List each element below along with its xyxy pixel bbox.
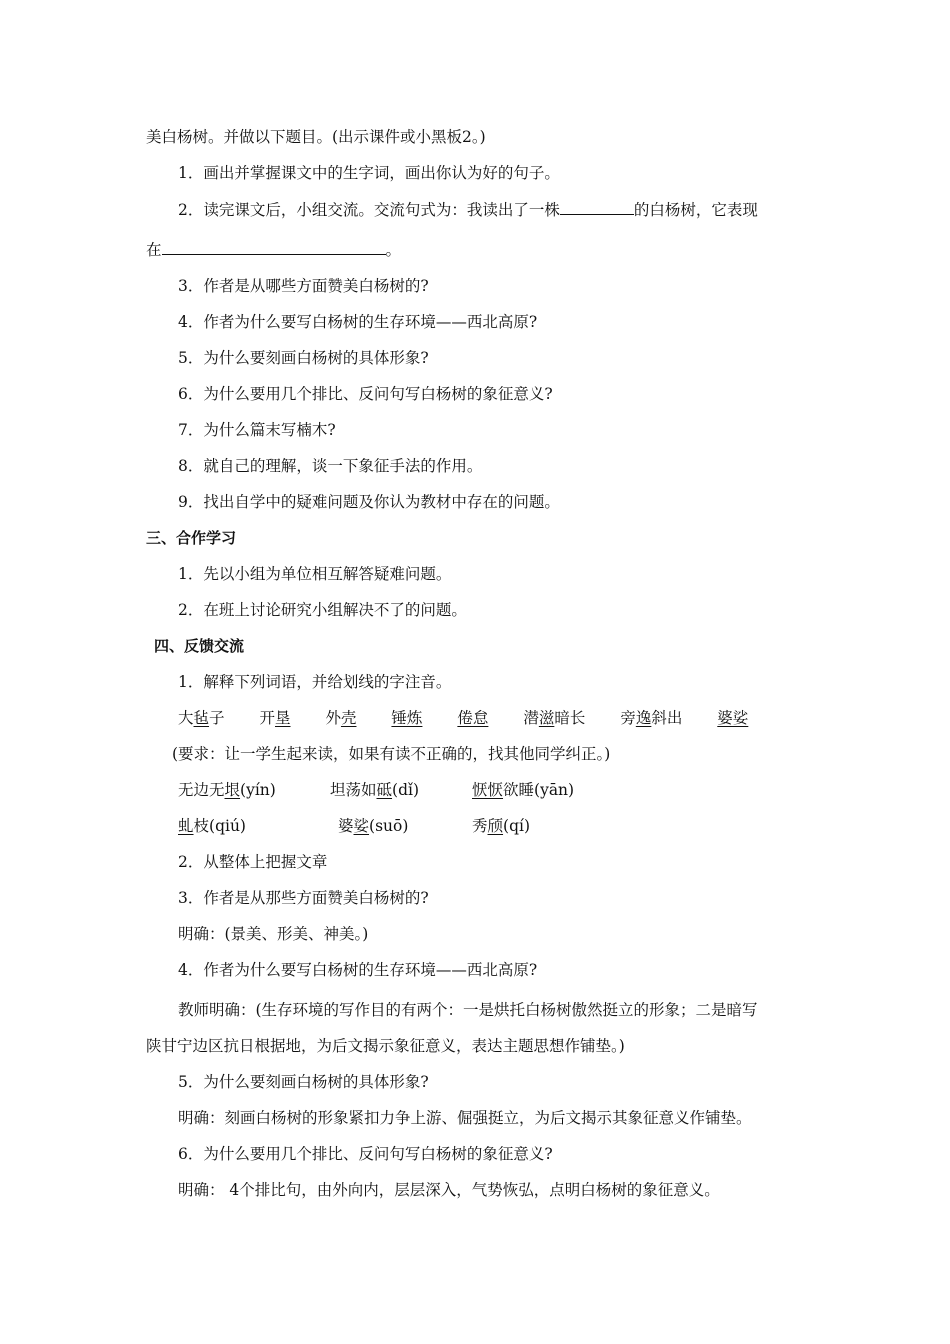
answer-6: 明确： 4个排比句，由外向内，层层深入，气势恢弘，点明白杨树的象征意义。 <box>178 1181 720 1199</box>
question-5: 5．为什么要刻画白杨树的具体形象? <box>178 349 429 367</box>
question-1: 1．画出并掌握课文中的生字词，画出你认为好的句子。 <box>178 164 560 182</box>
question-2-line2 <box>146 240 401 260</box>
question-4: 4．作者为什么要写白杨树的生存环境——西北高原? <box>178 313 538 331</box>
fill-blank-long <box>162 240 386 255</box>
pinyin-word: 秀颀(qí) <box>472 817 531 835</box>
vocab-word: 旁逸斜出 <box>620 709 683 727</box>
vocab-list <box>178 708 778 728</box>
vocab-word: 外壳 <box>325 709 357 727</box>
question-6: 6．为什么要用几个排比、反问句写白杨树的象征意义? <box>178 385 553 403</box>
fill-blank <box>560 200 634 215</box>
section-heading-3: 三、合作学习 <box>146 529 237 547</box>
feedback-item-2: 2．从整体上把握文章 <box>178 853 328 871</box>
section-heading-4: 四、反馈交流 <box>154 637 245 655</box>
feedback-item-5: 5．为什么要刻画白杨树的具体形象? <box>178 1073 429 1091</box>
coop-item-2: 2．在班上讨论研究小组解决不了的问题。 <box>178 601 467 619</box>
answer-4: 教师明确：(生存环境的写作目的有两个：一是烘托白杨树傲然挺立的形象；二是暗写 <box>178 1001 758 1019</box>
question-2 <box>178 200 758 220</box>
pinyin-word: 坦荡如砥(dǐ) <box>330 781 420 799</box>
coop-item-1: 1．先以小组为单位相互解答疑难问题。 <box>178 565 452 583</box>
question-2-end: 。 <box>385 241 402 259</box>
vocab-word: 婆娑 <box>717 709 749 727</box>
question-3: 3．作者是从哪些方面赞美白杨树的? <box>178 277 429 295</box>
feedback-item-4: 4．作者为什么要写白杨树的生存环境——西北高原? <box>178 961 538 979</box>
vocab-word: 潜滋暗长 <box>523 709 586 727</box>
feedback-item-6: 6．为什么要用几个排比、反问句写白杨树的象征意义? <box>178 1145 553 1163</box>
vocab-word: 开垦 <box>259 709 291 727</box>
question-9: 9．找出自学中的疑难问题及你认为教材中存在的问题。 <box>178 493 560 511</box>
question-8: 8．就自己的理解，谈一下象征手法的作用。 <box>178 457 483 475</box>
text-line: 美白杨树。并做以下题目。(出示课件或小黑板2。) <box>146 128 486 146</box>
requirement-note: (要求：让一学生起来读，如果有读不正确的，找其他同学纠正。) <box>172 745 611 763</box>
feedback-item-1: 1．解释下列词语，并给划线的字注音。 <box>178 673 452 691</box>
pinyin-word: 无边无垠(yín) <box>178 781 276 799</box>
vocab-word: 锤炼 <box>391 709 423 727</box>
feedback-item-3: 3．作者是从那些方面赞美白杨树的? <box>178 889 429 907</box>
answer-4-cont: 陕甘宁边区抗日根据地，为后文揭示象征意义，表达主题思想作铺垫。) <box>146 1037 625 1055</box>
answer-5: 明确：刻画白杨树的形象紧扣力争上游、倔强挺立，为后文揭示其象征意义作铺垫。 <box>178 1109 752 1127</box>
vocab-word: 大毡子 <box>178 709 225 727</box>
answer-3: 明确：(景美、形美、神美。) <box>178 925 369 943</box>
question-2-prefix: 在 <box>146 241 162 259</box>
vocab-word: 倦怠 <box>457 709 489 727</box>
pinyin-word: 婆娑(suō) <box>338 817 409 835</box>
question-7: 7．为什么篇末写楠木? <box>178 421 336 439</box>
pinyin-word: 恹恹欲睡(yān) <box>472 781 575 799</box>
pinyin-row-1 <box>178 780 574 800</box>
pinyin-word: 虬枝(qiú) <box>178 817 246 835</box>
question-2-text: 2．读完课文后，小组交流。交流句式为：我读出了一株 <box>178 201 560 219</box>
question-2-text-cont: 的白杨树，它表现 <box>633 201 758 219</box>
pinyin-row-2 <box>178 816 530 836</box>
